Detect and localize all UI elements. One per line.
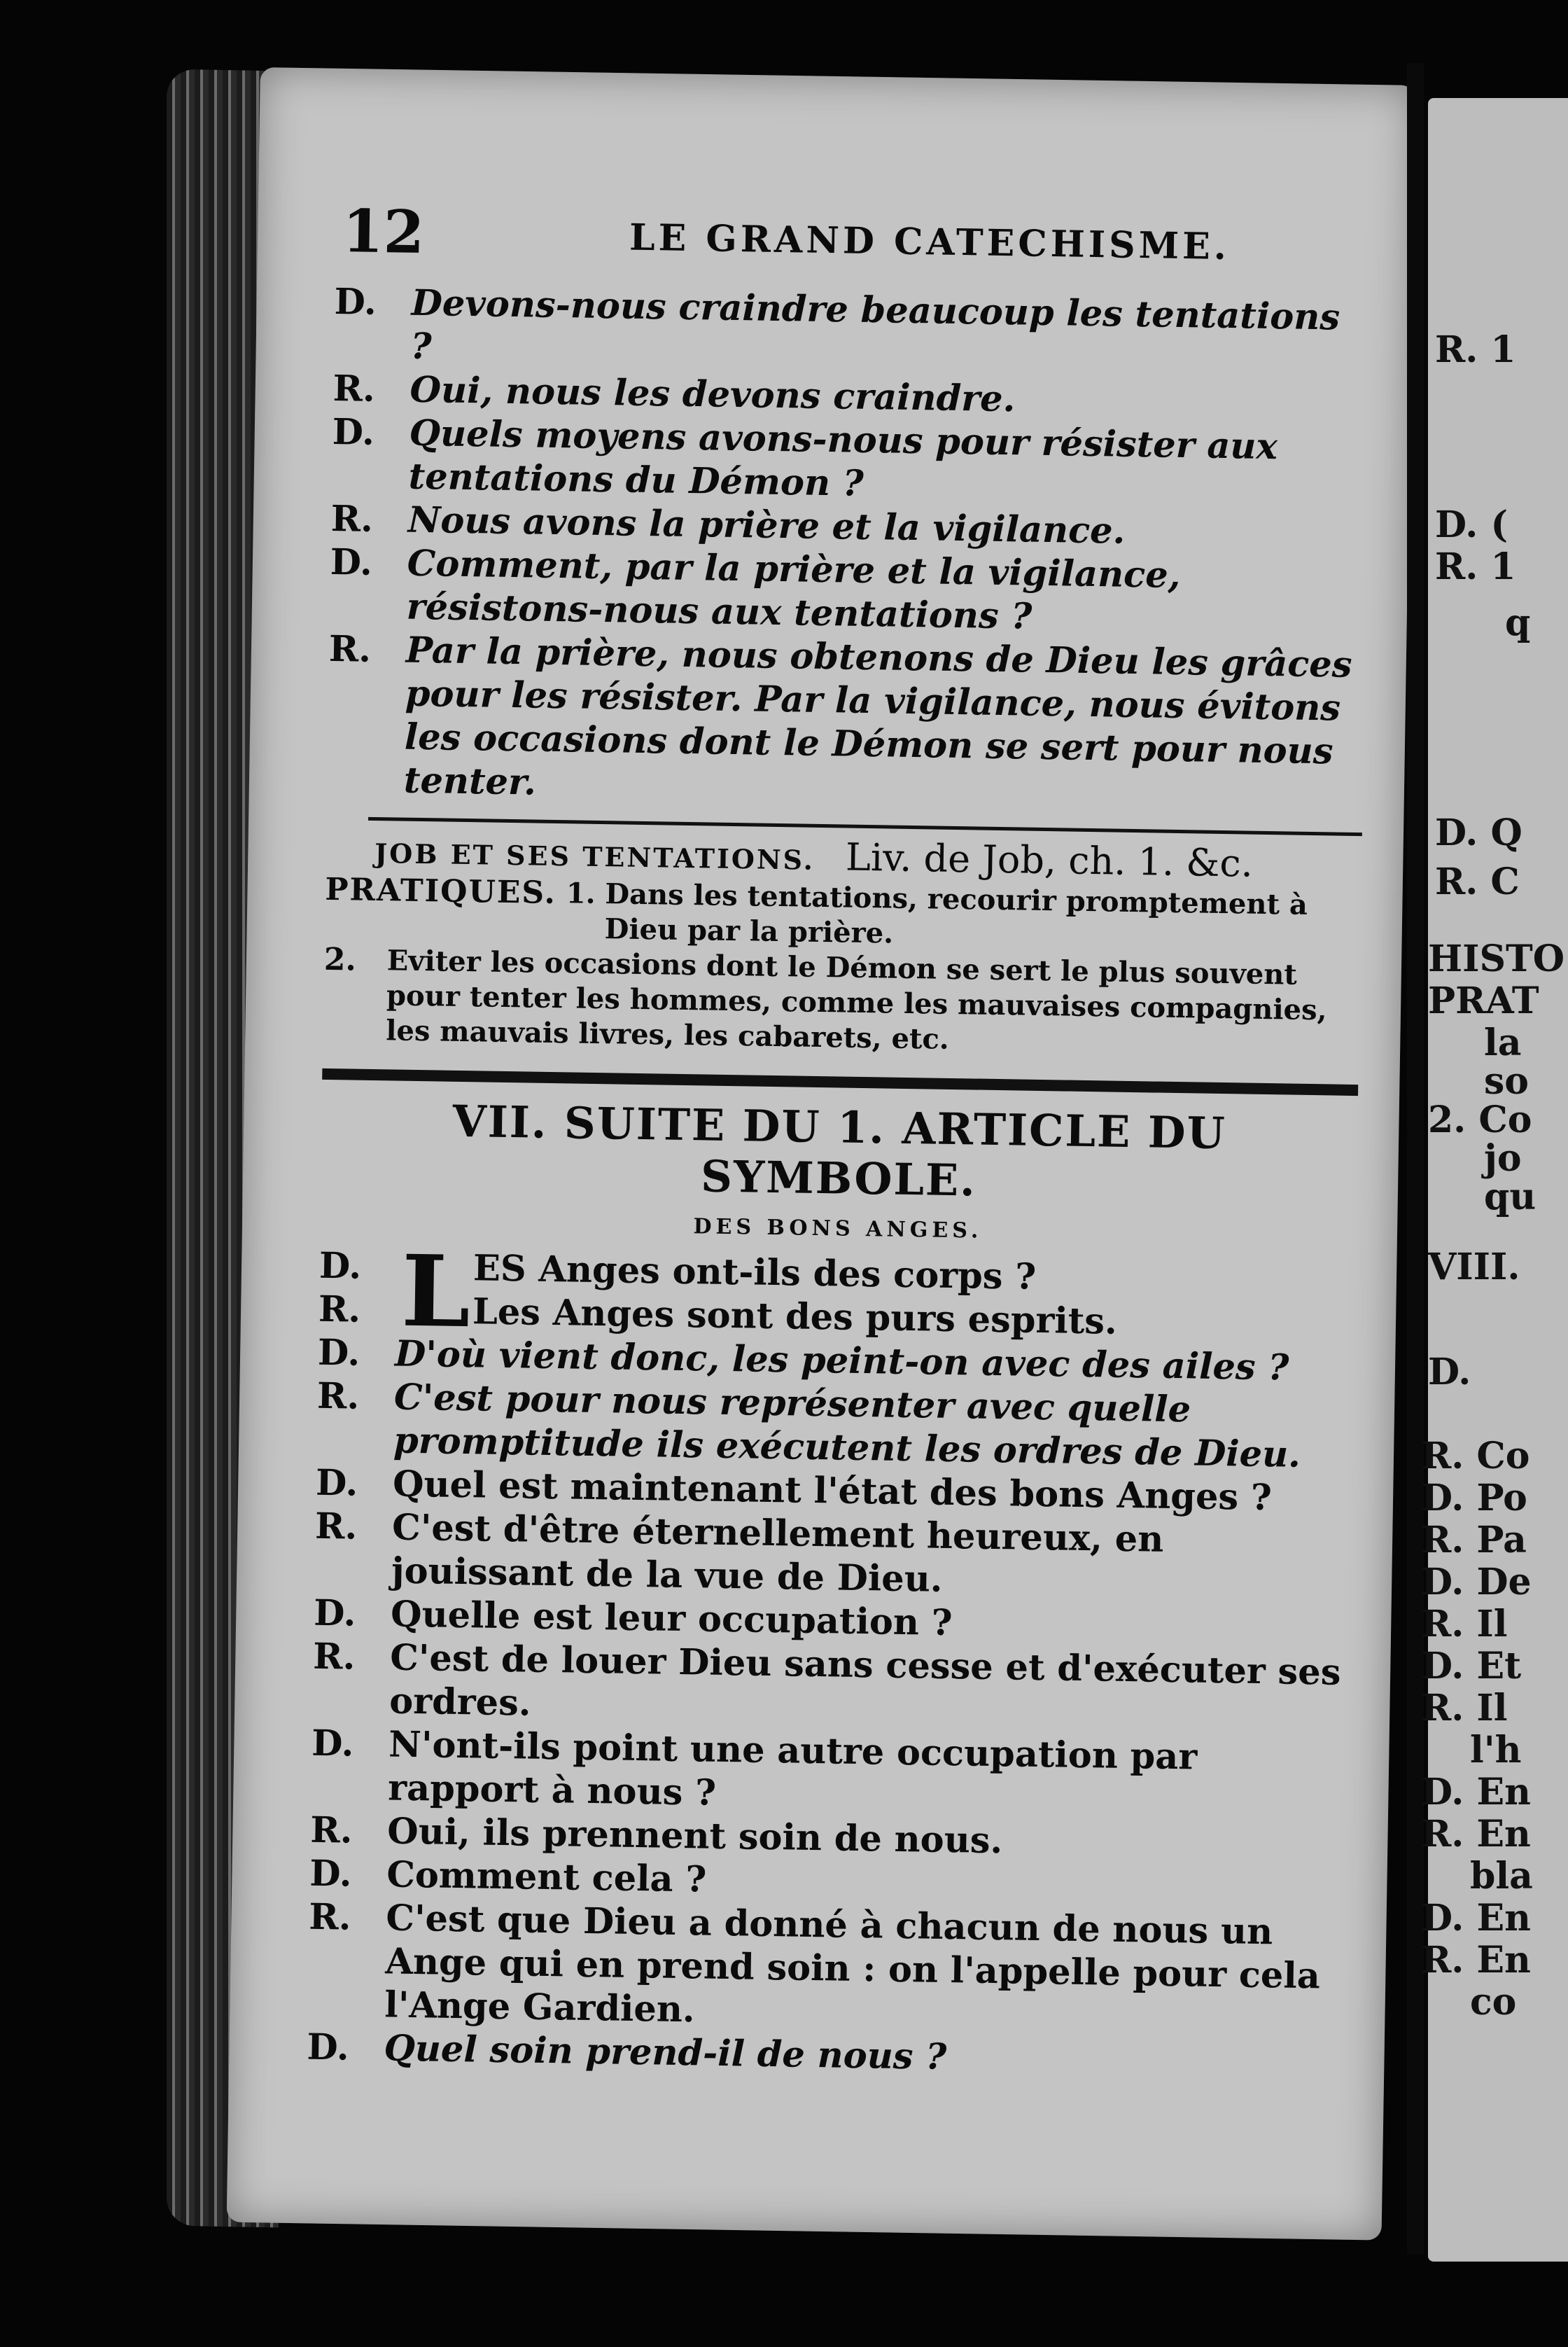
qa-text: C'est pour nous représenter avec quelle promptitude ils exécutent les ordres de Dieu. — [393, 1376, 1301, 1476]
question-line — [333, 280, 1371, 383]
qa-text: C'est d'être éternellement heureux, en jouissant de la vue de Dieu. — [391, 1506, 1164, 1601]
facing-page-fragment: D. De — [1421, 1561, 1532, 1603]
facing-page-fragment: jo — [1484, 1137, 1522, 1180]
qa-text: Devons-nous craindre beaucoup les tentations ? — [410, 281, 1340, 368]
answer-line — [326, 627, 1365, 817]
qa-tag: D. — [317, 1331, 360, 1374]
question-line — [331, 410, 1368, 513]
text-column — [307, 196, 1372, 2085]
qa-text: Quel est maintenant l'état des bons Anges ? — [392, 1463, 1273, 1519]
qa-text: Quel soin prend-il de nous ? — [383, 2027, 947, 2079]
qa-block-anges — [306, 1234, 1355, 2085]
section-subtitle: DES BONS ANGES. — [693, 1214, 983, 1244]
qa-text: Comment cela ? — [386, 1853, 707, 1901]
section-divider — [322, 1068, 1358, 1096]
answer-line — [314, 1505, 1352, 1608]
facing-page-fragment: so — [1484, 1060, 1529, 1103]
facing-page-fragment: R. C — [1435, 861, 1520, 903]
qa-text: C'est de louer Dieu sans cesse et d'exécuter ses ordres. — [388, 1636, 1341, 1725]
facing-page-fragment: 2. Co — [1428, 1099, 1532, 1141]
qa-text: D'où vient donc, les peint-on avec des ailes ? — [394, 1332, 1289, 1389]
facing-page-fragment: l'h — [1470, 1729, 1522, 1771]
facing-page-fragment: R. 1 — [1435, 328, 1516, 371]
qa-text: N'ont-ils point une autre occupation par rapport à nous ? — [387, 1723, 1198, 1814]
facing-page-fragment: la — [1484, 1022, 1522, 1064]
question-line — [311, 1722, 1348, 1825]
qa-text: Oui, ils prennent soin de nous. — [386, 1810, 1003, 1862]
qa-tag: R. — [314, 1505, 358, 1548]
qa-tag: R. — [309, 1809, 353, 1852]
pratique-number: 2. — [323, 941, 357, 978]
qa-tag: R. — [316, 1374, 360, 1418]
history-label: JOB ET SES TENTATIONS. — [374, 837, 816, 876]
qa-text: ES Anges ont-ils des corps ? — [472, 1247, 1037, 1298]
qa-tag: D. — [332, 410, 375, 454]
running-head — [335, 196, 1372, 296]
facing-page-fragment: qu — [1484, 1176, 1536, 1218]
facing-page-fragment: D. En — [1421, 1897, 1531, 1939]
pratique-item — [323, 942, 1360, 1064]
qa-block-tentations — [326, 280, 1371, 817]
qa-tag: D. — [330, 541, 373, 584]
pratique-number: 1. — [566, 877, 596, 910]
qa-tag: D. — [309, 1852, 353, 1895]
facing-page-fragment: R. Pa — [1421, 1519, 1527, 1561]
facing-page-fragment: R. En — [1421, 1813, 1531, 1855]
facing-page-fragment: PRAT — [1428, 980, 1539, 1022]
pratique-text: Eviter les occasions dont le Démon se sert le plus souvent pour tenter les hommes, comme les mauvaises compagnies, les mauvais livres, les cabarets, etc. — [385, 944, 1327, 1056]
qa-tag: D. — [311, 1722, 354, 1765]
qa-text: Quels moyens avons-nous pour résister aux tentations du Démon ? — [408, 412, 1278, 505]
facing-page-fragment: co — [1470, 1981, 1517, 2024]
qa-text: Nous avons la prière et la vigilance. — [407, 499, 1126, 552]
qa-tag: R. — [308, 1895, 351, 1939]
pratique-text: Dans les tentations, recourir promptement à Dieu par la prière. — [604, 877, 1308, 950]
qa-tag: R. — [330, 497, 374, 541]
qa-text: Par la prière, nous obtenons de Dieu les grâces pour les résister. Par la vigilance, nous évitons les occasions dont le Démon se sert pour nous tenter. — [403, 629, 1352, 804]
facing-page-fragment: R. Il — [1421, 1687, 1508, 1729]
page-title: LE GRAND CATECHISME. — [629, 216, 1231, 269]
section-title: VII. SUITE DU 1. ARTICLE DU SYMBOLE. — [452, 1095, 1227, 1206]
answer-line — [312, 1635, 1350, 1738]
qa-tag: D. — [334, 280, 377, 323]
qa-tag: D. — [318, 1244, 362, 1288]
drop-cap: L — [400, 1234, 472, 1351]
qa-tag: R. — [332, 367, 376, 410]
facing-page-fragment: D. Et — [1421, 1645, 1522, 1687]
qa-tag: R. — [328, 627, 372, 671]
facing-page-fragment: R. En — [1421, 1939, 1531, 1982]
facing-page-fragment: bla — [1470, 1855, 1533, 1897]
facing-page-fragment: q — [1505, 601, 1531, 644]
qa-tag: R. — [312, 1635, 356, 1678]
facing-page-fragment: R. 1 — [1435, 545, 1516, 588]
qa-tag: D. — [306, 2026, 350, 2069]
facing-page-fragment: D. — [1428, 1351, 1471, 1393]
facing-page-fragment: D. Q — [1435, 812, 1522, 854]
facing-page-fragment: D. En — [1421, 1771, 1531, 1813]
answer-line — [307, 1895, 1345, 2042]
qa-text: C'est que Dieu a donné à chacun de nous un Ange qui en prend soin : on l'appelle pour cela l'Ange Gardien. — [384, 1897, 1321, 2031]
qa-text: Comment, par la prière et la vigilance, résistons-nous aux tentations ? — [406, 542, 1181, 638]
facing-page-fragment: R. Il — [1421, 1603, 1508, 1645]
page-number: 12 — [342, 196, 425, 267]
answer-line — [316, 1374, 1354, 1477]
pratiques-label: PRATIQUES. — [325, 871, 557, 912]
facing-page-fragment: D. ( — [1435, 503, 1508, 546]
facing-page-fragment: R. Co — [1421, 1435, 1530, 1477]
qa-text: Quelle est leur occupation ? — [390, 1593, 953, 1645]
question-line — [329, 541, 1366, 643]
pratiques — [323, 872, 1362, 1064]
facing-page-fragment: VIII. — [1428, 1246, 1520, 1288]
qa-text: Oui, nous les devons craindre. — [410, 368, 1016, 421]
history-source: Liv. de Job, ch. 1. &c. — [845, 835, 1254, 886]
qa-tag: D. — [313, 1592, 356, 1635]
qa-tag: D. — [315, 1461, 358, 1505]
qa-tag: R. — [318, 1288, 361, 1331]
facing-page-fragment: HISTO — [1428, 938, 1564, 980]
qa-text: Les Anges sont des purs esprits. — [472, 1290, 1118, 1343]
facing-page-fragment: D. Po — [1421, 1477, 1527, 1519]
